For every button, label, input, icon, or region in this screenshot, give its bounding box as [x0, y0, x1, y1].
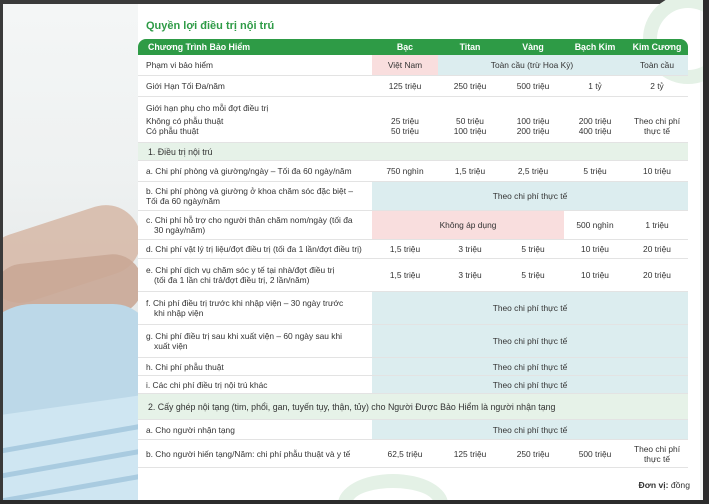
row-label-line: xuất viện: [154, 341, 188, 351]
table-cell: 250 triệu: [438, 76, 502, 97]
cell-value: thực tế: [643, 453, 671, 464]
row-label: a. Chi phí phòng và giường/ngày – Tối đa 60 ngày/năm: [138, 161, 372, 182]
table-cell: Theo chi phí thực tế: [372, 376, 688, 394]
table-cell: Toàn cầu: [626, 55, 688, 76]
row-label-line: Tối đa 60 ngày/năm: [146, 196, 221, 206]
table-cell: 1,5 triệu: [372, 240, 438, 259]
table-row: [138, 97, 688, 143]
no-surgery-label: Không có phẫu thuật: [146, 116, 224, 126]
benefits-table: [138, 39, 688, 468]
header-plan-titan: Titan: [438, 39, 502, 55]
cell-value: 200 triệu: [578, 115, 612, 126]
row-label: i. Các chi phí điều trị nội trú khác: [138, 376, 372, 394]
header-plan-kim-cuong: Kim Cương: [626, 39, 688, 55]
table-cell: 125 triệu: [372, 76, 438, 97]
section-title: 2. Cấy ghép nội tạng (tim, phổi, gan, tuyến tụy, thận, tủy) cho Người Được Bảo Hiểm là người nhận tạng: [138, 394, 688, 420]
table-cell: 10 triệu: [564, 259, 626, 292]
row-label: [138, 325, 372, 358]
table-cell: [564, 97, 626, 143]
table-cell: 10 triệu: [564, 240, 626, 259]
row-label: [138, 97, 372, 143]
row-label: [138, 292, 372, 325]
page-title: Quyền lợi điều trị nội trú: [146, 20, 275, 32]
table-cell: 5 triệu: [502, 240, 564, 259]
row-label-line: b. Chi phí phòng và giường ở khoa chăm sóc đặc biệt –: [146, 186, 354, 196]
row-label: Giới Hạn Tối Đa/năm: [138, 76, 372, 97]
unit-label: Đơn vị:: [638, 480, 669, 490]
table-row: [138, 292, 688, 325]
table-cell: [626, 97, 688, 143]
table-cell: 20 triệu: [626, 259, 688, 292]
table-row: [138, 440, 688, 468]
table-cell: 2,5 triệu: [502, 161, 564, 182]
table-cell: Theo chi phí thực tế: [372, 420, 688, 440]
row-label-line: g. Chi phí điều trị sau khi xuất viện – 60 ngày sau khi: [146, 331, 342, 341]
row-label-line: f. Chi phí điều trị trước khi nhập viện – 30 ngày trước: [146, 298, 344, 308]
table-row: [138, 358, 688, 376]
row-label: [138, 211, 372, 240]
row-label-line: c. Chi phí hỗ trợ cho người thân chăm nom/ngày (tối đa: [146, 215, 353, 225]
table-cell: Theo chi phí thực tế: [372, 292, 688, 325]
table-row: [138, 182, 688, 211]
cell-value: 25 triệu: [391, 115, 419, 126]
hands-photo: [3, 4, 138, 500]
table-cell: 1 tỷ: [564, 76, 626, 97]
cell-value: Theo chi phí: [633, 115, 681, 126]
table-cell: Theo chi phí thực tế: [372, 358, 688, 376]
table-cell: 3 triệu: [438, 240, 502, 259]
table-row: [138, 325, 688, 358]
cell-value: thực tế: [643, 125, 671, 136]
table-cell: Theo chi phí thực tế: [372, 325, 688, 358]
row-label-line: (tối đa 1 lần chi trả/đợt điều trị, 2 lần/năm): [154, 275, 310, 285]
header-plan-bach-kim: Bạch Kim: [564, 39, 626, 55]
row-label: b. Cho người hiến tạng/Năm: chi phí phẫu thuật và y tế: [138, 440, 372, 468]
table-cell: 1 triệu: [626, 211, 688, 240]
header-program: Chương Trình Bảo Hiểm: [138, 39, 372, 55]
document-page: [138, 4, 700, 500]
table-cell: 20 triệu: [626, 240, 688, 259]
table-cell: [502, 97, 564, 143]
row-label: h. Chi phí phẫu thuật: [138, 358, 372, 376]
row-label: Phạm vi bảo hiểm: [138, 55, 372, 76]
table-cell: 10 triệu: [626, 161, 688, 182]
row-label-line: e. Chi phí dịch vụ chăm sóc y tế tại nhà/đợt điều trị: [146, 265, 335, 275]
cell-value: 50 triệu: [391, 125, 419, 136]
table-cell: 500 triệu: [564, 440, 626, 468]
table-cell: 500 nghìn: [564, 211, 626, 240]
table-cell: 3 triệu: [438, 259, 502, 292]
table-row: [138, 211, 688, 240]
table-row: [138, 161, 688, 182]
cell-value: 100 triệu: [516, 115, 550, 126]
table-cell: 125 triệu: [438, 440, 502, 468]
sub-limit-label: Giới hạn phụ cho mỗi đợt điều trị: [146, 103, 269, 113]
unit-value: đồng: [670, 480, 690, 490]
table-header-row: [138, 39, 688, 55]
table-cell: Không áp dụng: [372, 211, 564, 240]
table-row: [138, 76, 688, 97]
table-cell: 2 tỷ: [626, 76, 688, 97]
row-label-line: khi nhập viện: [154, 308, 204, 318]
table-cell: [372, 97, 438, 143]
cell-value: 400 triệu: [578, 125, 612, 136]
header-plan-vang: Vàng: [502, 39, 564, 55]
table-cell: 62,5 triệu: [372, 440, 438, 468]
cell-value: Theo chi phí: [633, 443, 681, 454]
table-cell: Theo chi phí thực tế: [372, 182, 688, 211]
table-cell: 1,5 triệu: [438, 161, 502, 182]
row-label: [138, 182, 372, 211]
table-cell: [626, 440, 688, 468]
table-cell: [438, 97, 502, 143]
table-row: [138, 55, 688, 76]
table-row: [138, 376, 688, 394]
table-cell: Toàn cầu (trừ Hoa Kỳ): [438, 55, 626, 76]
table-cell: Việt Nam: [372, 55, 438, 76]
page-border-right: [703, 0, 709, 504]
row-label: [138, 259, 372, 292]
section-header-row: [138, 394, 688, 420]
unit-note: [639, 480, 691, 490]
table-row: [138, 420, 688, 440]
table-cell: 1,5 triệu: [372, 259, 438, 292]
section-title: 1. Điều trị nội trú: [138, 143, 688, 161]
table-cell: 250 triệu: [502, 440, 564, 468]
table-row: [138, 259, 688, 292]
cell-value: 50 triệu: [456, 115, 484, 126]
row-label-line: 30 ngày/năm): [154, 225, 206, 235]
table-row: [138, 240, 688, 259]
table-cell: 5 triệu: [502, 259, 564, 292]
page-border-bottom: [0, 500, 709, 504]
surgery-label: Có phẫu thuật: [146, 126, 199, 136]
table-cell: 5 triệu: [564, 161, 626, 182]
table-cell: 500 triệu: [502, 76, 564, 97]
row-label: d. Chi phí vật lý trị liệu/đợt điều trị (tối đa 1 lần/đợt điều trị): [138, 240, 372, 259]
header-plan-bac: Bạc: [372, 39, 438, 55]
section-header-row: [138, 143, 688, 161]
cell-value: 200 triệu: [516, 125, 550, 136]
row-label: a. Cho người nhận tạng: [138, 420, 372, 440]
cell-value: 100 triệu: [453, 125, 487, 136]
table-cell: 750 nghìn: [372, 161, 438, 182]
